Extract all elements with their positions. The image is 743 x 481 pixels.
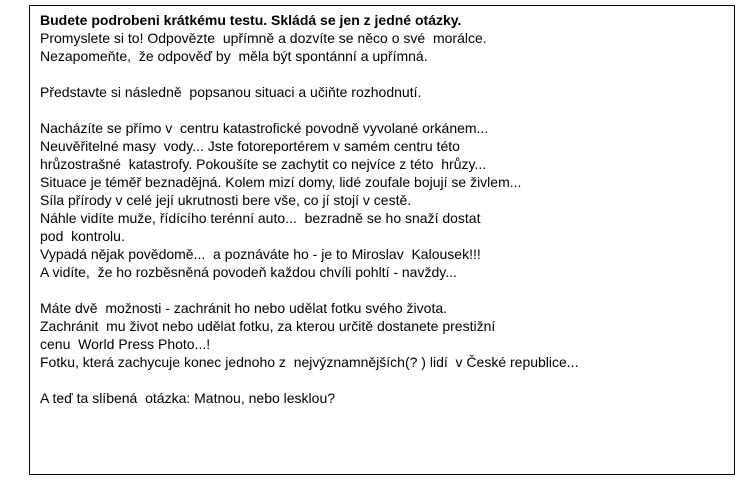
dilemma-line: Máte dvě možnosti - zachránit ho nebo udělat fotku svého života. xyxy=(40,300,448,316)
instruction-line: Představte si následně popsanou situaci a učiňte rozhodnutí. xyxy=(40,84,422,100)
story-line: Síla přírody v celé její ukrutnosti bere vše, co jí stojí v cestě. xyxy=(40,192,412,208)
dilemma-line: Fotku, která zachycuje konec jednoho z nejvýznamnějších(? ) lidí v České republice... xyxy=(40,354,579,370)
paragraph-gap xyxy=(40,281,735,299)
story-line: Náhle vidíte muže, řídícího terénní auto... bezradně se ho snaží dostat xyxy=(40,210,481,226)
dilemma-line: Zachránit mu život nebo udělat fotku, za kterou určitě dostanete prestižní xyxy=(40,318,496,334)
paragraph-gap xyxy=(40,65,735,83)
document-text xyxy=(40,11,735,407)
story-line: Vypadá nějak povědomě... a poznáváte ho - je to Miroslav Kalousek!!! xyxy=(40,246,481,262)
story-line: A vidíte, že ho rozběsněná povodeň každou chvíli pohltí - navždy... xyxy=(40,264,457,280)
intro-title: Budete podrobeni krátkému testu. Skládá se jen z jedné otázky. xyxy=(40,12,462,28)
story-line: Neuvěřitelné masy vody... Jste fotoreportérem v samém centru této xyxy=(40,138,460,154)
intro-line-1: Promyslete si to! Odpovězte upřímně a dozvíte se něco o své morálce. xyxy=(40,30,487,46)
story-line: pod kontrolu. xyxy=(40,228,125,244)
story-line: hrůzostrašné katastrofy. Pokoušíte se zachytit co nejvíce z této hrůzy... xyxy=(40,156,487,172)
story-line: Nacházíte se přímo v centru katastrofické povodně vyvolané orkánem... xyxy=(40,120,489,136)
story-line: Situace je téměř beznadějná. Kolem mizí domy, lidé zoufale bojují se živlem... xyxy=(40,174,522,190)
intro-line-2: Nezapomeňte, že odpověď by měla být spontánní a upřímná. xyxy=(40,48,428,64)
question-line: A teď ta slíbená otázka: Matnou, nebo lesklou? xyxy=(40,390,336,406)
paragraph-gap xyxy=(40,371,735,389)
dilemma-line: cenu World Press Photo...! xyxy=(40,336,211,352)
paragraph-gap xyxy=(40,101,735,119)
